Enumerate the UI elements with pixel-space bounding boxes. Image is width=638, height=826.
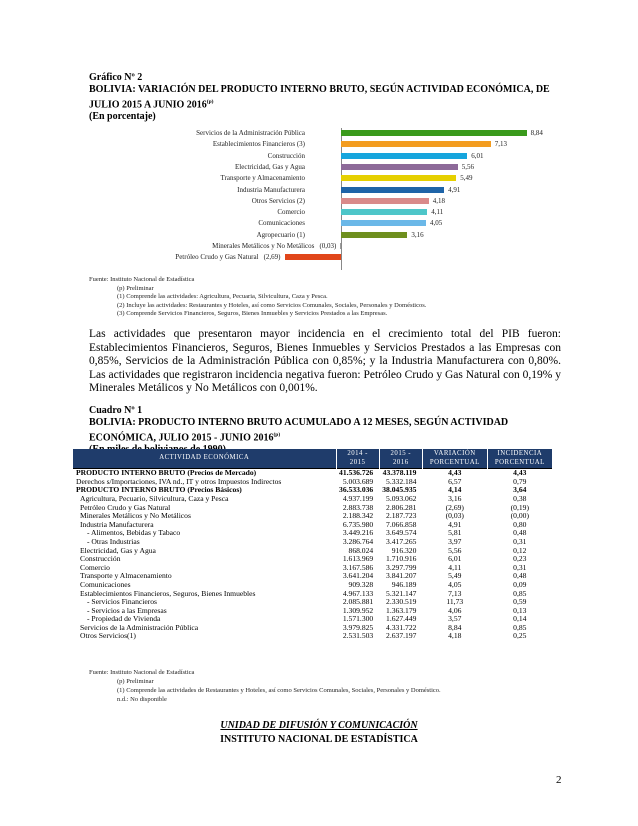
table-cell-value: 0,85 [513,622,527,632]
table-header: INCIDENCIA PORCENTUAL [487,449,552,469]
chart-bar [341,164,458,170]
chart-value-label: (0,03) [319,242,337,250]
table-cell-value: 2.330.519 [386,597,417,607]
table-cell-value: (2,69) [445,502,464,512]
table-cell-value: 0,48 [513,571,527,581]
table-cell-value: 1.627.449 [386,614,417,624]
table-cell-activity: Petróleo Crudo y Gas Natural [80,502,171,512]
table-row [73,555,553,564]
table-cell-value: 3,57 [448,614,462,624]
graph-source-line: (p) Preliminar [117,284,154,292]
table-cell-value: 41.536.726 [336,469,379,478]
table-cell-activity: Comercio [80,562,110,572]
graph-source-line: (3) Comprende Servicios Financieros, Seguros, Bienes Inmuebles y Servicios Prestados a las Empresas. [117,310,388,317]
table-row [73,624,553,633]
table-cell-value: (0,00) [510,511,529,521]
table-cell-value: 1.363.179 [386,605,417,615]
table-cell-value: 0,85 [513,588,527,598]
chart-value-label: 4,91 [448,185,461,194]
table-cell-value: 3.649.574 [386,528,417,538]
chart-bar [341,141,491,147]
graph-source-line: (1) Comprende las actividades: Agricultura, Pecuaria, Silvicultura, Caza y Pesca. [117,293,328,300]
table-source-line: (1) Comprende las actividades de Restaurantes y Hoteles, así como Servicios Comunales, Sociales, Personales y Doméstico. [117,687,441,694]
table-cell-activity: Establecimientos Financieros, Seguros, Bienes Inmuebles [80,588,256,598]
table-cell-value: 6,57 [448,476,462,486]
table-header: 2015 - 2016 [379,449,422,469]
table-cell-value: 5.321.147 [386,588,417,598]
table-cell-activity: Transporte y Almacenamiento [80,571,172,581]
table-cell-value: 4.967.133 [342,588,374,598]
table-source-line: Fuente: Instituto Nacional de Estadística [89,669,195,676]
table-cell-value: 3.979.825 [342,622,374,632]
chart-bar [341,232,407,238]
chart-value-label: 6,01 [471,151,484,160]
table-cell-value: 0,25 [513,631,527,641]
chart-category-label: Agropecuario (1) [256,230,305,239]
chart-category-label: Minerales Metálicos y No Metálicos [212,242,315,250]
chart-category-label: Construcción [267,151,305,160]
table-cell-value: 11,73 [446,597,464,607]
table-cell-value: 4,18 [448,631,462,641]
chart-category-label: Servicios de la Administración Pública [196,129,305,137]
table-cell-value: 43.378.119 [379,469,422,478]
chart-bar [341,175,456,181]
table-cell-value: 0,48 [513,528,527,538]
chart-value-label: 5,49 [460,174,473,183]
table-cell-value: 5,49 [448,571,462,581]
bar-chart [89,128,559,270]
chart-value-label: 4,11 [431,208,444,217]
table-cell-activity: Minerales Metálicos y No Metálicos [80,511,191,521]
table-cell-value: 6,01 [448,554,462,564]
chart-category-label: Industria Manufacturera [237,185,305,194]
table-cell-value: 2.187.723 [386,511,417,521]
table-cell-value: 3.417.265 [386,536,417,546]
table-cell-value: 4,43 [487,469,552,478]
graph-title-sup: (p) [206,99,214,105]
table-cell-value: 38.045.935 [382,485,417,495]
table-cell-value: 5.332.184 [386,476,417,486]
table-cell-value: 1.309.952 [342,605,374,615]
table-cell-value: 5,56 [448,545,462,555]
page-number: 2 [556,774,562,786]
graph-source-line: (2) Incluye las actividades: Restaurantes y Hoteles, así como Servicios Comunales, Sociales, Personales y Domésticos. [117,301,427,309]
table-cell-activity: Otros Servicios(1) [80,631,136,641]
table-cell-activity: Servicios de la Administración Pública [80,622,199,632]
table-cell-value: 4.937.199 [342,493,374,503]
table-cell-value: 3.841.207 [386,571,417,581]
table-cell-value: 3.449.216 [342,528,374,538]
chart-bar [341,220,426,226]
table-cell-value: 2.531.503 [342,631,374,641]
chart-value-label: 8,84 [530,129,543,137]
table-cell-value: 4,11 [448,562,462,572]
table-row [73,547,553,556]
chart-category-label: Electricidad, Gas y Agua [235,162,305,171]
table-cell-value: 4,06 [448,605,462,615]
table-cell-value: (0,19) [510,502,529,512]
table-cell-value: 2.637.197 [386,631,417,641]
table-row [73,632,553,641]
graph-label: Gráfico Nº 2 [89,72,143,83]
table-cell-activity: Derechos s/Importaciones, IVA nd., IT y otros Impuestos Indirectos [76,476,282,486]
chart-bar [340,243,341,249]
graph-title: BOLIVIA: VARIACIÓN DEL PRODUCTO INTERNO BRUTO, SEGÚN ACTIVIDAD ECONÓMICA, DE JULIO 2015 A JUNIO 2016 [89,84,550,111]
chart-value-label: (2,69) [263,253,281,262]
table-cell-value: 3.641.204 [342,571,374,581]
table-title-sup: (p) [273,432,281,438]
table-cell-value: 2.806.281 [386,502,417,512]
table-cell-activity: - Otras Industrias [87,536,140,546]
table-cell-value: 0,31 [513,536,527,546]
table-cell-value: 4,91 [448,519,462,529]
table-cell-value: 3.297.799 [386,562,417,572]
table-cell-activity: Comunicaciones [80,579,131,589]
table-row [73,529,553,538]
chart-value-label: 4,18 [432,196,446,205]
table-cell-value: 0,13 [513,605,527,615]
table-cell-activity: Construcción [80,554,121,564]
chart-category-label: Otros Servicios (2) [251,196,305,205]
table-cell-value: 6.735.980 [342,519,374,529]
table-header: VARIACIÓN PORCENTUAL [422,449,487,469]
table-cell-activity: - Servicios a las Empresas [87,605,167,615]
pib-table [73,449,553,641]
chart-value-label: 5,56 [461,162,474,171]
table-cell-value: 868.024 [348,545,374,555]
table-cell-activity: - Propiedad de Vivienda [87,614,161,624]
table-row [73,572,553,581]
table-cell-value: 3,64 [513,485,527,495]
table-cell-value: 1.613.969 [342,554,374,564]
table-cell-value: 0,31 [513,562,527,572]
table-cell-value: 0,09 [513,579,527,589]
table-cell-value: 2.085.881 [342,597,374,607]
table-cell-value: 3.167.586 [342,562,374,572]
graph-unit: (En porcentaje) [89,111,156,123]
table-cell-activity: Agricultura, Pecuario, Silvicultura, Caza y Pesca [80,493,229,503]
table-header: 2014 - 2015 [336,449,379,469]
table-cell-value: 3,16 [448,493,462,503]
table-cell-value: 5.003.689 [342,476,374,486]
table-source [89,668,559,704]
chart-category-label: Comunicaciones [258,219,305,228]
table-cell-value: 909.328 [348,579,374,589]
table-cell-value: 3.286.764 [342,536,374,546]
table-cell-value: 1.571.300 [342,614,374,624]
table-cell-value: (0,03) [445,511,464,521]
table-cell-value: 1.710.916 [386,554,417,564]
graph-title-block [89,72,569,123]
table-cell-value: 7,13 [448,588,462,598]
table-cell-activity: - Servicios Financieros [87,597,158,607]
table-cell-value: 3,97 [448,536,462,546]
table-cell-value: 0,38 [513,493,527,503]
table-title: BOLIVIA: PRODUCTO INTERNO BRUTO ACUMULADO A 12 MESES, SEGÚN ACTIVIDAD ECONÓMICA, JULIO 2015 - JUNIO 2016 [89,417,509,444]
chart-bar [341,187,444,193]
graph-source [89,276,559,319]
chart-category-label: Transporte y Almacenamiento [220,174,305,183]
table-cell-value: 8,84 [448,622,462,632]
table-cell-value: 0,79 [513,476,527,486]
table-cell-value: 916.320 [391,545,417,555]
table-cell-value: 5,81 [448,528,462,538]
table-cell-value: 5.093.062 [386,493,417,503]
table-cell-activity: Industria Manufacturera [80,519,154,529]
table-label: Cuadro Nº 1 [89,405,143,416]
chart-bar [341,153,467,159]
table-cell-value: 0,12 [513,545,527,555]
footer-unit: UNIDAD DE DIFUSIÓN Y COMUNICACIÓN [220,720,418,731]
chart-bar [341,198,429,204]
table-cell-value: 4,14 [448,485,462,495]
chart-category-label: Petróleo Crudo y Gas Natural [175,253,259,262]
chart-bar [341,130,527,136]
table-source-line: n.d.: No disponible [117,696,167,703]
table-cell-value: 4,05 [448,579,462,589]
table-cell-activity: - Alimentos, Bebidas y Tabaco [87,528,181,538]
analysis-paragraph: Las actividades que presentaron mayor incidencia en el crecimiento total del PIB fueron: Establecimientos Financieros, Seguros, Bienes Inmuebles y Servicios Prestados a las Empresas con 0,85%, Servicios de la Administración Pública con 0,85%; y la Industria Manufacturera con 0,80%. Las actividades que registraron incidencia negativa fueron: Petróleo Crudo y Gas Natural con 0,19% y Minerales Metálicos y No Metálicos con 0,001%. [89,328,561,394]
table-cell-activity: PRODUCTO INTERNO BRUTO (Precios Básicos) [76,485,242,495]
table-source-line: (p) Preliminar [117,678,154,685]
table-cell-value: 36.533.036 [339,485,374,495]
table-header: ACTIVIDAD ECONÓMICA [73,449,336,469]
footer-institute: INSTITUTO NACIONAL DE ESTADÍSTICA [220,734,418,745]
table-cell-activity: Electricidad, Gas y Agua [80,545,156,555]
chart-value-label: 4,05 [430,219,443,228]
chart-bar [285,254,341,260]
table-cell-value: 0,80 [513,519,527,529]
chart-value-label: 7,13 [494,140,507,149]
table-cell-activity: PRODUCTO INTERNO BRUTO (Precios de Mercado) [73,469,336,478]
table-cell-value: 0,14 [513,614,527,624]
chart-value-label: 3,16 [411,230,424,239]
chart-category-label: Comercio [277,208,305,217]
table-cell-value: 0,23 [513,554,527,564]
table-cell-value: 7.066.858 [386,519,417,529]
chart-bar [341,209,427,215]
table-cell-value: 2.188.342 [342,511,374,521]
table-cell-value: 0,59 [513,597,527,607]
chart-category-label: Establecimientos Financieros (3) [212,140,305,149]
graph-source-line: Fuente: Instituto Nacional de Estadística [89,276,195,283]
table-cell-value: 4.331.722 [386,622,417,632]
table-cell-value: 2.883.738 [342,502,374,512]
table-cell-value: 946.189 [391,579,417,589]
table-cell-value: 4,43 [422,469,487,478]
